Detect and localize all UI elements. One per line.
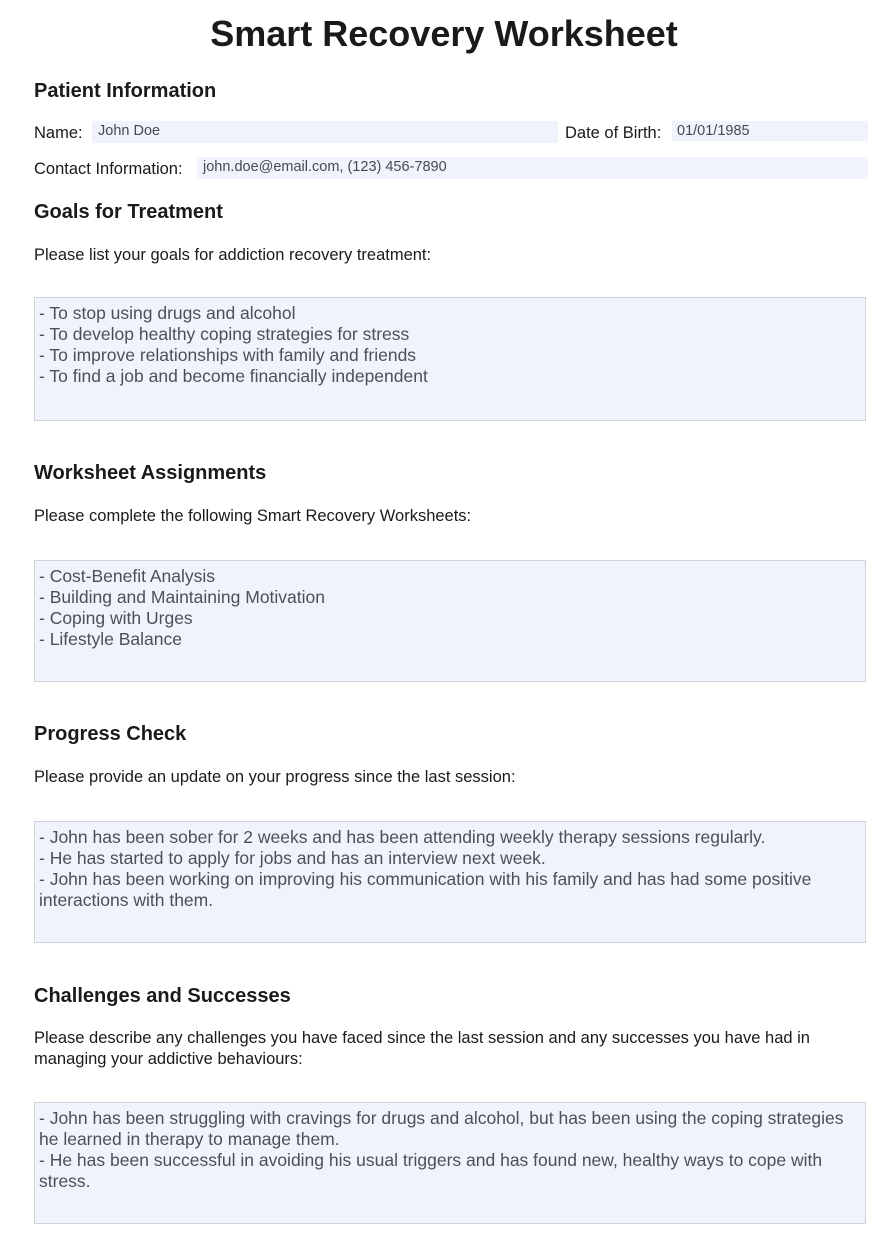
challenges-line: - John has been struggling with cravings for drugs and alcohol, but has been using the coping strategies he learned in therapy to manage them. (39, 1108, 844, 1149)
challenges-prompt: Please describe any challenges you have faced since the last session and any successes you have had in managing your addictive behaviours: (34, 1029, 810, 1068)
progress-heading: Progress Check (34, 723, 187, 745)
assignments-textarea[interactable] (34, 560, 866, 682)
challenges-line: - He has been successful in avoiding his usual triggers and has found new, healthy ways to cope with stress. (39, 1150, 823, 1191)
assignments-line: - Building and Maintaining Motivation (39, 587, 325, 607)
goals-line: - To stop using drugs and alcohol (39, 303, 296, 323)
challenges-textarea[interactable] (34, 1102, 866, 1224)
goals-line: - To find a job and become financially independent (39, 366, 428, 386)
patient-info-heading: Patient Information (34, 80, 217, 102)
challenges-heading: Challenges and Successes (34, 985, 291, 1007)
progress-line: - He has started to apply for jobs and has an interview next week. (39, 848, 546, 868)
goals-line: - To develop healthy coping strategies for stress (39, 324, 410, 344)
goals-prompt: Please list your goals for addiction recovery treatment: (34, 246, 432, 264)
progress-textarea[interactable] (34, 821, 866, 943)
contact-label: Contact Information: (34, 160, 183, 178)
assignments-line: - Lifestyle Balance (39, 629, 182, 649)
assignments-prompt: Please complete the following Smart Recovery Worksheets: (34, 507, 472, 525)
goals-textarea[interactable] (34, 297, 866, 421)
progress-line: - John has been working on improving his communication with his family and has had some positive interactions with them. (39, 869, 812, 910)
contact-field[interactable]: john.doe@email.com, (123) 456-7890 (197, 157, 868, 179)
assignments-line: - Cost-Benefit Analysis (39, 566, 216, 586)
page-title: Smart Recovery Worksheet (210, 13, 678, 54)
name-label: Name: (34, 124, 83, 142)
progress-prompt: Please provide an update on your progress since the last session: (34, 768, 516, 786)
assignments-heading: Worksheet Assignments (34, 462, 267, 484)
goals-line: - To improve relationships with family and friends (39, 345, 417, 365)
name-field[interactable]: John Doe (92, 121, 558, 143)
assignments-line: - Coping with Urges (39, 608, 193, 628)
dob-field[interactable]: 01/01/1985 (672, 121, 868, 141)
progress-line: - John has been sober for 2 weeks and has been attending weekly therapy sessions regularly. (39, 827, 766, 847)
goals-heading: Goals for Treatment (34, 201, 223, 223)
dob-label: Date of Birth: (565, 124, 662, 142)
